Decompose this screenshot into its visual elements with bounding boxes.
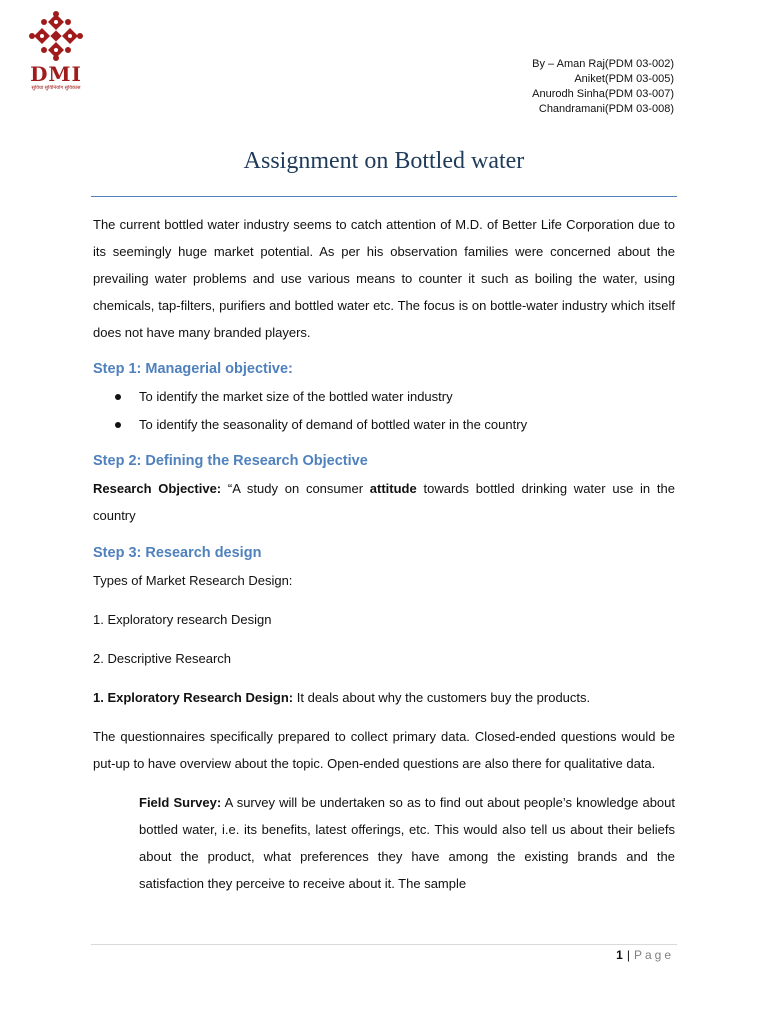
- exploratory-paragraph: 1. Exploratory Research Design: It deals about why the customers buy the products.: [93, 690, 591, 705]
- research-objective: Research Objective: “A study on consumer attitude towards bottled drinking water use in the country: [93, 481, 675, 523]
- page-number: 1: [616, 948, 623, 962]
- author-list: [532, 57, 674, 117]
- research-objective-label: Research Objective:: [93, 481, 222, 496]
- bullet-icon: [115, 422, 121, 428]
- list-item: To identify the market size of the bottled water industry: [93, 383, 675, 411]
- author-line: Anurodh Sinha(PDM 03-007): [532, 88, 674, 100]
- bullet-icon: [115, 394, 121, 400]
- document-body: [93, 211, 675, 897]
- footer-separator: |: [626, 948, 630, 962]
- design-type-2: 2. Descriptive Research: [93, 651, 231, 666]
- questionnaire-paragraph: The questionnaires specifically prepared to collect primary data. Closed-ended questions would be put-up to have overview about the topic. Open-ended questions are also there for qualitative data.: [93, 729, 675, 771]
- title-divider: [91, 196, 677, 197]
- types-label: Types of Market Research Design:: [93, 573, 293, 588]
- exploratory-label: 1. Exploratory Research Design:: [93, 690, 294, 705]
- objective-list: [93, 383, 675, 439]
- emphasis-attitude: attitude: [369, 481, 417, 496]
- dmi-emblem-icon: [14, 10, 98, 66]
- author-line: Aniket(PDM 03-005): [574, 73, 674, 85]
- logo-wordmark: DMI: [30, 62, 82, 86]
- page-label: Page: [633, 948, 674, 962]
- step2-heading: Step 2: Defining the Research Objective: [93, 453, 368, 469]
- page-footer: [616, 948, 674, 962]
- author-line: Chandramani(PDM 03-008): [538, 103, 674, 115]
- step1-heading: Step 1: Managerial objective:: [93, 361, 293, 377]
- field-survey-paragraph: Field Survey: A survey will be undertaken so as to find out about people’s knowledge about bottled water, i.e. its benefits, latest offerings, etc. This would also tell us about their beliefs about the product, what preferences they have among the existing brands and the satisfaction they perceive to receive about it. The sample: [139, 795, 675, 891]
- logo-tagline: सुविधा सुविनियोग सुविकास: [31, 85, 81, 91]
- document-title: Assignment on Bottled water: [243, 148, 525, 174]
- field-survey-label: Field Survey:: [139, 795, 222, 810]
- intro-paragraph: The current bottled water industry seems to catch attention of M.D. of Better Life Corporation due to its seemingly huge market potential. As per his observation families were concerned about the prevailing water problems and use various means to counter it such as boiling the water, using chemicals, tap-filters, purifiers and bottled water etc. The focus is on bottle-water industry which itself does not have many branded players.: [93, 217, 675, 340]
- step3-heading: Step 3: Research design: [93, 545, 262, 561]
- design-type-1: 1. Exploratory research Design: [93, 612, 272, 627]
- author-line: By – Aman Raj(PDM 03-002): [532, 58, 674, 70]
- dmi-logo: [14, 10, 98, 94]
- list-item: To identify the seasonality of demand of bottled water in the country: [93, 411, 675, 439]
- footer-divider: [91, 944, 677, 945]
